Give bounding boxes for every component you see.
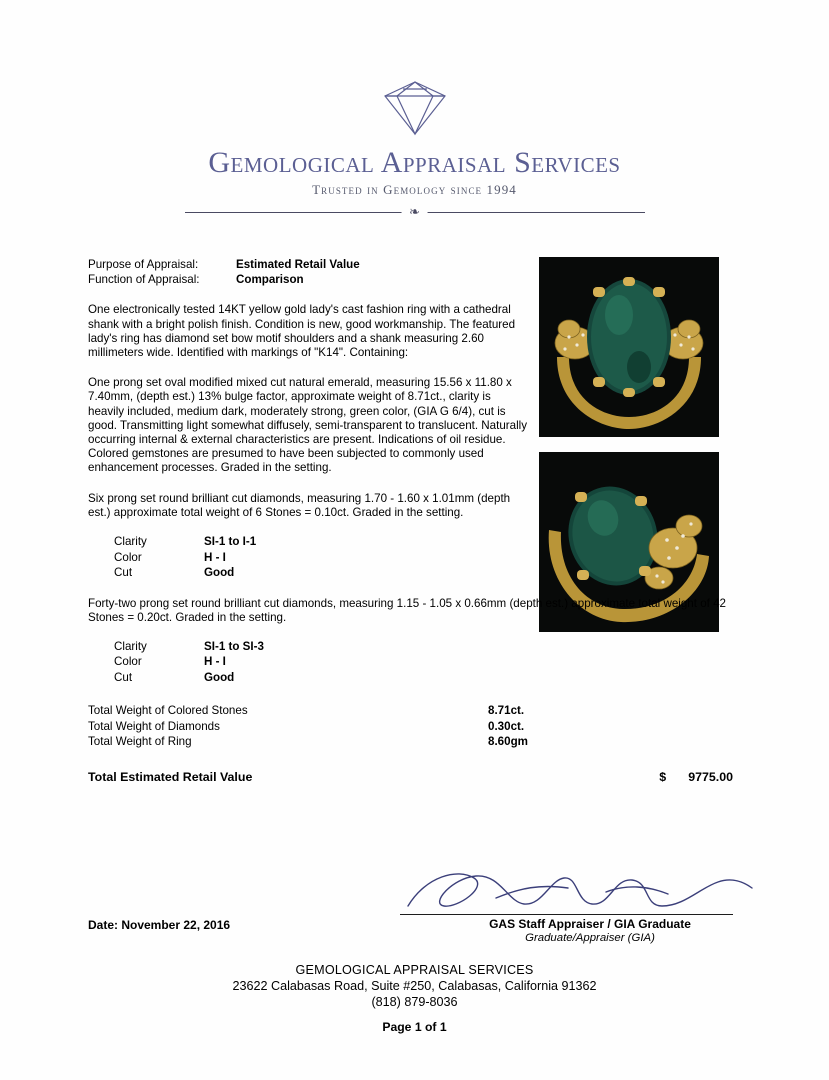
document-footer	[0, 962, 829, 1010]
total-row	[88, 734, 733, 750]
function-label: Function of Appraisal:	[88, 273, 200, 287]
currency-symbol: $	[659, 769, 667, 784]
emerald-paragraph: One prong set oval modified mixed cut natural emerald, measuring 15.56 x 11.80 x 7.40mm, (depth est.) 13% bulge factor, approximate weight of 8.71ct., clarity is heavily included, medium dark, moderately strong, green color, (GIA G 6/4), cut is good. Transmitting light somewhat diffusely, semi-transparent to translucent. Naturally occurring internal & external characteristics are present. Indications of oil residue. Colored gemstones are presumed to have been subjected to commonly used enhancement processes. Graded in the setting.	[88, 376, 528, 475]
spec-row	[114, 670, 528, 686]
appraiser-title: GAS Staff Appraiser / GIA Graduate	[489, 917, 691, 931]
diamonds-six-paragraph: Six prong set round brilliant cut diamonds, measuring 1.70 - 1.60 x 1.01mm (depth est.) approximate total weight of 6 Stones = 0.10ct. Graded in the setting.	[88, 491, 511, 519]
appraiser-block	[400, 917, 780, 944]
spec-label: Color	[114, 655, 142, 669]
diamond-icon	[355, 78, 475, 140]
total-label: Total Weight of Ring	[88, 735, 192, 749]
grand-total-label: Total Estimated Retail Value	[88, 769, 253, 784]
grand-total-row	[88, 770, 733, 784]
spec-row	[114, 639, 528, 655]
spec-row	[114, 565, 528, 581]
purpose-row	[88, 258, 528, 272]
signature-line	[400, 914, 733, 915]
description-paragraph: One electronically tested 14KT yellow gold lady's cast fashion ring with a cathedral shank with a bright polish finish. Condition is new, good workmanship. The featured lady's ring has diamond set bow motif shoulders and a shank measuring 2.60 millimeters wide. Identified with markings of "K14". Containing:	[88, 303, 516, 360]
ring-image-front	[539, 257, 719, 437]
spec-label: Cut	[114, 566, 133, 580]
signature-area	[400, 862, 780, 922]
brand-title: Gemological Appraisal Services	[208, 146, 621, 179]
footer-company: GEMOLOGICAL APPRAISAL SERVICES	[295, 963, 534, 977]
spec-label: Clarity	[114, 535, 147, 549]
footer-address: 23622 Calabasas Road, Suite #250, Calabasas, California 91362	[232, 979, 597, 993]
footer-phone: (818) 879-8036	[371, 995, 458, 1009]
spec-row	[114, 550, 528, 566]
total-value: 8.71ct.	[488, 704, 525, 718]
divider-ornament-icon: ❧	[401, 204, 428, 220]
spec-table-diamonds-six	[114, 534, 528, 581]
appraiser-credential: Graduate/Appraiser (GIA)	[525, 932, 655, 944]
page-number: Page 1 of 1	[382, 1020, 447, 1034]
spec-label: Cut	[114, 670, 133, 684]
totals-table	[88, 703, 733, 750]
ring-photo-top	[539, 257, 719, 437]
document-header	[0, 0, 829, 222]
signature-icon	[400, 862, 780, 922]
total-value: 8.60gm	[488, 735, 528, 749]
spec-row	[114, 534, 528, 550]
spec-label: Clarity	[114, 639, 147, 653]
spec-label: Color	[114, 550, 142, 564]
grand-total-amount: 9775.00	[688, 769, 733, 784]
total-row	[88, 719, 733, 735]
total-row	[88, 703, 733, 719]
function-row	[88, 273, 528, 287]
total-label: Total Weight of Diamonds	[88, 719, 220, 733]
spec-value: H - I	[204, 550, 226, 564]
spec-row	[114, 654, 528, 670]
purpose-label: Purpose of Appraisal:	[88, 258, 199, 271]
diamonds-fortytwo-paragraph: Forty-two prong set round brilliant cut diamonds, measuring 1.15 - 1.05 x 0.66mm (depth est.) approximate total weight of 42 Stones = 0.20ct. Graded in the setting.	[88, 596, 726, 624]
spec-table-diamonds-fortytwo	[114, 639, 528, 686]
header-divider	[185, 204, 645, 222]
spec-value: SI-1 to SI-3	[204, 639, 264, 653]
brand-subtitle: Trusted in Gemology since 1994	[312, 182, 517, 197]
spec-value: H - I	[204, 655, 226, 669]
total-value: 0.30ct.	[488, 719, 525, 733]
spec-value: Good	[204, 566, 235, 580]
appraisal-date: Date: November 22, 2016	[88, 918, 231, 932]
spec-value: SI-1 to I-1	[204, 535, 257, 549]
spec-value: Good	[204, 670, 235, 684]
function-value: Comparison	[236, 273, 304, 287]
purpose-value: Estimated Retail Value	[236, 258, 360, 271]
total-label: Total Weight of Colored Stones	[88, 704, 248, 718]
document-body	[88, 258, 733, 784]
